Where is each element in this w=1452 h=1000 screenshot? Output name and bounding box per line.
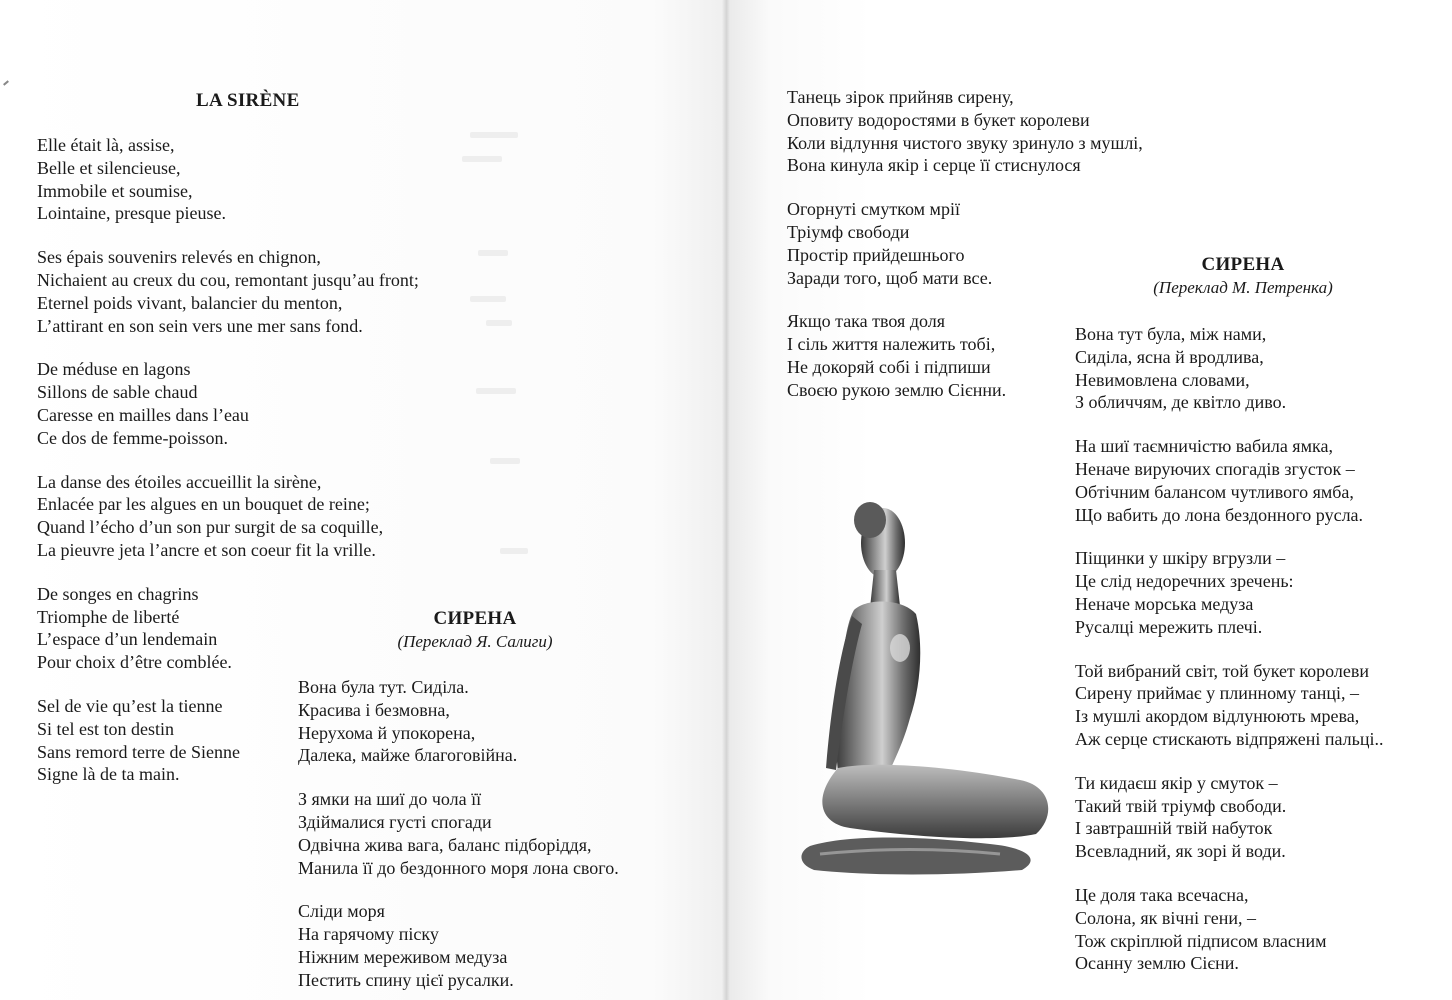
poem-line: Не докоряй собі і підпиши	[787, 356, 991, 377]
salyha-translation-poem	[298, 676, 619, 1000]
poem-line: Вона кинула якір і серце її стиснулося	[787, 155, 1081, 176]
book-gutter	[722, 0, 730, 1000]
stanza	[298, 788, 619, 879]
poem-line: Пестить спину цієї русалки.	[298, 969, 514, 990]
poem-line: Солона, як вічні гени, –	[1075, 907, 1256, 928]
stanza	[1075, 435, 1383, 526]
translation-credit-petrenko: (Переклад М. Петренка)	[1153, 278, 1333, 297]
poem-line: Той вибраний світ, той букет королеви	[1075, 660, 1370, 681]
poem-line: Сліди моря	[298, 901, 385, 922]
poem-line: На шиї таємничістю вабила ямка,	[1075, 436, 1333, 457]
poem-line: Ти кидаєш якір у смуток –	[1075, 772, 1278, 793]
poem-line: Осанну землю Сієни.	[1075, 953, 1239, 974]
poem-line: Коли відлуння чистого звуку зринуло з мушлі,	[787, 132, 1143, 153]
poem-line: Тріумф свободи	[787, 221, 910, 242]
poem-line: Такий твій тріумф свободи.	[1075, 795, 1287, 816]
poem-line: Неначе морська медуза	[1075, 593, 1254, 614]
translation-credit-salyha: (Переклад Я. Салиги)	[397, 632, 553, 651]
poem-line: Неначе вируючих спогадів згусток –	[1075, 458, 1355, 479]
bleed-through-mark	[490, 458, 520, 464]
poem-line: Lointaine, presque pieuse.	[37, 203, 226, 224]
poem-line: Вона тут була, між нами,	[1075, 324, 1267, 344]
poem-line: Із мушлі акордом відлунюють мрева,	[1075, 706, 1360, 727]
poem-line: Si tel est ton destin	[37, 718, 174, 739]
poem-title-french: LA SIRÈNE	[196, 90, 300, 111]
stanza	[1075, 323, 1383, 414]
translation-title-petrenko: СИРЕНА	[1201, 254, 1285, 275]
poem-line: Здіймалися густі спогади	[298, 811, 492, 832]
poem-line: Тож скріплюй підписом власним	[1075, 930, 1327, 951]
poem-line: Elle était là, assise,	[37, 135, 175, 155]
stanza	[1075, 772, 1383, 863]
poem-line: Nichaient au creux du cou, remontant jusqu’au front;	[37, 269, 419, 290]
stanza	[298, 900, 619, 991]
poem-line: Обтічним балансом чутливого ямба,	[1075, 481, 1354, 502]
stanza	[1075, 547, 1383, 638]
poem-line: Pour choix d’être comblée.	[37, 652, 232, 673]
poem-line: Оповиту водоростями в букет королеви	[787, 109, 1090, 130]
poem-line: І завтрашній твій набуток	[1075, 818, 1273, 839]
seated-woman-statue-icon	[790, 498, 1070, 888]
poem-line: Танець зірок прийняв сирену,	[787, 87, 1014, 107]
poem-line: Якщо така твоя доля	[787, 311, 946, 332]
poem-line: Sel de vie qu’est la tienne	[37, 695, 223, 716]
poem-line: Всевладний, як зорі й води.	[1075, 841, 1286, 862]
stanza	[298, 676, 619, 767]
corner-mark	[3, 80, 9, 85]
poem-line: Ce dos de femme-poisson.	[37, 427, 228, 448]
poem-line: La pieuvre jeta l’ancre et son coeur fit la vrille.	[37, 539, 376, 560]
poem-line: Огорнуті смутком мрії	[787, 199, 960, 220]
petrenko-translation-poem	[1075, 323, 1383, 996]
bleed-through-mark	[470, 132, 518, 138]
poem-line: Це слід недоречних зречень:	[1075, 571, 1294, 592]
poem-line: Що вабить до лона бездонного русла.	[1075, 504, 1364, 525]
poem-line: De songes en chagrins	[37, 583, 199, 604]
french-title-block	[196, 90, 300, 112]
poem-line: Enlacée par les algues en un bouquet de reine;	[37, 494, 370, 515]
translation-heading-salyha	[392, 608, 558, 652]
poem-line: Sans remord terre de Sienne	[37, 741, 240, 762]
poem-line: Sillons de sable chaud	[37, 382, 198, 403]
stanza	[1075, 884, 1383, 975]
stanza	[787, 86, 1143, 177]
poem-line: Красива і безмовна,	[298, 699, 450, 720]
poem-line: З ямки на шиї до чола її	[298, 789, 482, 810]
poem-line: L’attirant en son sein vers une mer sans fond.	[37, 315, 363, 336]
poem-line: Eternel poids vivant, balancier du menton,	[37, 292, 343, 313]
poem-line: Quand l’écho d’un son pur surgit de sa coquille,	[37, 517, 384, 538]
poem-line: Це доля така всечасна,	[1075, 884, 1249, 905]
statue-illustration	[790, 498, 1070, 888]
poem-line: La danse des étoiles accueillit la sirène,	[37, 471, 322, 492]
poem-line: Манила її до бездонного моря лона свого.	[298, 857, 619, 878]
poem-line: Простір прийдешнього	[787, 244, 965, 265]
poem-line: Піщинки у шкіру вгрузли –	[1075, 548, 1286, 569]
bleed-through-mark	[500, 548, 528, 554]
poem-line: Immobile et soumise,	[37, 180, 193, 201]
poem-line: Невимовлена словами,	[1075, 369, 1250, 390]
stanza	[787, 198, 1143, 289]
stanza	[37, 471, 419, 562]
poem-line: Triomphe de liberté	[37, 606, 180, 627]
bleed-through-mark	[462, 156, 502, 162]
poem-line: І сіль життя належить тобі,	[787, 334, 996, 355]
poem-line: Caresse en mailles dans l’eau	[37, 404, 249, 425]
poem-line: Belle et silencieuse,	[37, 157, 181, 178]
poem-line: Сиділа, ясна й вродлива,	[1075, 346, 1264, 367]
translation-title-salyha: СИРЕНА	[433, 608, 517, 629]
stanza	[37, 358, 419, 449]
stanza	[37, 134, 419, 225]
bleed-through-mark	[486, 320, 512, 326]
bleed-through-mark	[478, 250, 508, 256]
bleed-through-mark	[476, 388, 516, 394]
stanza	[1075, 660, 1383, 751]
stanza	[37, 246, 419, 337]
poem-line: Ses épais souvenirs relevés en chignon,	[37, 247, 321, 268]
poem-line: Signe là de ta main.	[37, 764, 180, 785]
poem-line: На гарячому піску	[298, 924, 439, 945]
poem-line: Ніжним мереживом медуза	[298, 946, 508, 967]
poem-line: Своєю рукою землю Сієнни.	[787, 379, 1007, 400]
poem-line: Сирену приймає у плинному танці, –	[1075, 683, 1360, 704]
poem-line: Русалці мережить плечі.	[1075, 616, 1263, 637]
poem-line: Далека, майже благоговійна.	[298, 745, 518, 766]
poem-line: Вона була тут. Сиділа.	[298, 677, 469, 697]
bleed-through-mark	[470, 296, 506, 302]
poem-line: Заради того, щоб мати все.	[787, 267, 993, 288]
stanza	[37, 583, 419, 674]
poem-line: Одвічна жива вага, баланс підборіддя,	[298, 834, 592, 855]
translation-heading-petrenko	[1140, 254, 1346, 298]
poem-line: L’espace d’un lendemain	[37, 629, 218, 650]
poem-line: Нерухома й упокорена,	[298, 722, 476, 743]
poem-line: De méduse en lagons	[37, 359, 191, 380]
poem-line: Аж серце стискають відпряжені пальці..	[1075, 728, 1384, 749]
poem-line: З обличчям, де квітло диво.	[1075, 392, 1287, 413]
